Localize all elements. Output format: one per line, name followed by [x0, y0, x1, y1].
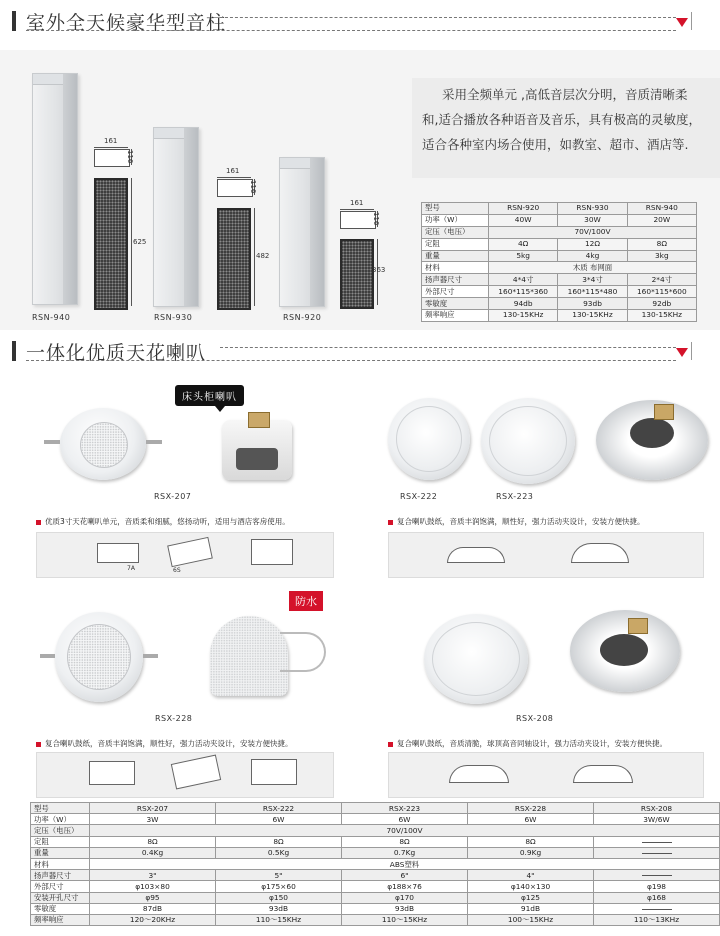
- speaker-rsx223-back: [596, 400, 708, 480]
- table-row: 外部尺寸 φ103×80 φ175×60 φ188×76 φ140×130 φ198: [31, 881, 720, 892]
- column-speaker-rsn930: [153, 127, 199, 307]
- table-row: 安装开孔尺寸 φ95 φ150 φ170 φ125 φ168: [31, 892, 720, 903]
- spec-table-ceiling: [30, 802, 720, 926]
- install-diagram: [388, 752, 704, 798]
- cable: [280, 632, 326, 672]
- dim-width: 161: [350, 199, 364, 207]
- table-row: 定压（电压） 70V/100V: [31, 825, 720, 836]
- dim-height: 482: [256, 252, 270, 260]
- description-box: [412, 78, 720, 178]
- section-title: 一体化优质天花喇叭: [26, 342, 207, 364]
- feature-note: 优质3寸天花喇叭单元，音质柔和细腻，悠扬动听，适用与酒店客房使用。: [36, 516, 290, 527]
- table-row: 定阻 4Ω 12Ω 8Ω: [422, 238, 697, 250]
- grille-front: [217, 208, 251, 310]
- spec-table-columns: [421, 202, 697, 322]
- dim-line: [94, 147, 128, 148]
- table-row: 扬声器尺寸 4*4寸 3*4寸 2*4寸: [422, 274, 697, 286]
- dim-depth: 116: [249, 180, 257, 194]
- section-header-columns: [0, 8, 720, 34]
- feature-note: 复合喇叭鼓纸，音质丰润饱满，顺性好，强力活动夹设计，安装方便快捷。: [388, 516, 645, 527]
- speaker-rsx222: [388, 398, 470, 480]
- caption-rsx222: RSX-222: [400, 492, 438, 501]
- speaker-rsx228: [55, 612, 143, 702]
- description-line: 采用全频单元 ,高低音层次分明，音质清晰柔: [442, 87, 688, 102]
- section-header-ceiling: [0, 338, 720, 364]
- spring-clip: [146, 440, 162, 444]
- grille-front: [94, 178, 128, 310]
- speaker-rsx223: [481, 398, 575, 484]
- dash-line: [26, 30, 676, 31]
- table-row: 定阻 8Ω 8Ω 8Ω 8Ω: [31, 836, 720, 847]
- table-row: 重量 0.4Kg 0.5Kg 0.7Kg 0.9Kg: [31, 847, 720, 858]
- description-line: 和,适合播放各种语音及音乐，具有极高的灵敏度，: [422, 112, 701, 127]
- table-row: 功率（W） 3W 6W 6W 6W 3W/6W: [31, 814, 720, 825]
- table-row: 材料 木质 布网面: [422, 262, 697, 274]
- feature-note: 复合喇叭鼓纸，音质丰润饱满，顺性好，强力活动夹设计，安装方便快捷。: [36, 738, 293, 749]
- section-title: 室外全天候豪华型音柱: [26, 12, 227, 34]
- divider: [691, 12, 692, 30]
- top-view-box: [94, 149, 130, 167]
- down-arrow-icon: [676, 348, 688, 357]
- spring-clip: [44, 440, 60, 444]
- dim-width: 161: [104, 137, 118, 145]
- caption-rsx223: RSX-223: [496, 492, 534, 501]
- dim-line: [340, 209, 374, 210]
- table-row: 频率响应 130-15KHz 130-15KHz 130-15KHz: [422, 310, 697, 322]
- table-row: 重量 5kg 4kg 3kg: [422, 250, 697, 262]
- install-diagram: [388, 532, 704, 578]
- column-speaker-rsn920: [279, 157, 325, 307]
- table-row: 定压（电压） 70V/100V: [422, 226, 697, 238]
- dash-line: [26, 360, 676, 361]
- top-view-box: [217, 179, 253, 197]
- table-row: 零敏度 87dB 93dB 93dB 91dB: [31, 903, 720, 914]
- dim-height: 625: [133, 238, 147, 246]
- dim-depth: 116: [126, 150, 134, 164]
- dash-line: [220, 347, 676, 348]
- caption-rsn940: RSN-940: [32, 313, 71, 322]
- dim-line: [217, 177, 251, 178]
- dim-height: 363: [372, 266, 386, 274]
- table-row: 零敏度 94db 93db 92db: [422, 298, 697, 310]
- dim-width: 161: [226, 167, 240, 175]
- caption-rsx208: RSX-208: [516, 714, 554, 723]
- table-row: 功率（W） 40W 30W 20W: [422, 214, 697, 226]
- speaker-rsx228-side: [210, 616, 288, 696]
- table-row: 外部尺寸 160*115*360 160*115*480 160*115*600: [422, 286, 697, 298]
- dim-line: [131, 178, 132, 306]
- dim-depth: 116: [372, 212, 380, 226]
- section-bar: [12, 11, 16, 31]
- install-diagram: [36, 752, 334, 798]
- dim-line: [254, 208, 255, 306]
- install-diagram: 7A 6S: [36, 532, 334, 578]
- table-row: 型号 RSN-920 RSN-930 RSN-940: [422, 203, 697, 215]
- badge-waterproof: 防水: [289, 591, 323, 611]
- down-arrow-icon: [676, 18, 688, 27]
- caption-rsn930: RSN-930: [154, 313, 193, 322]
- section-bar: [12, 341, 16, 361]
- speaker-rsx207-side: [222, 420, 292, 480]
- table-row: 扬声器尺寸 3" 5" 6" 4": [31, 870, 720, 881]
- spring-clip: [40, 654, 55, 658]
- spring-clip: [143, 654, 158, 658]
- column-speaker-rsn940: [32, 73, 78, 305]
- table-row: 频率响应 120～20KHz 110～15KHz 110～15KHz 100～15KHz 110～13KHz: [31, 914, 720, 925]
- badge-bedside: 床头柜喇叭: [175, 385, 244, 406]
- grille-front: [340, 239, 374, 309]
- speaker-rsx208-back: [570, 610, 680, 692]
- description-line: 适合各种室内场合使用，如教室、超市、酒店等.: [422, 137, 689, 152]
- table-row: 材料 ABS塑料: [31, 858, 720, 869]
- table-row: 型号 RSX-207 RSX-222 RSX-223 RSX-228 RSX-208: [31, 803, 720, 814]
- dash-line: [220, 17, 676, 18]
- caption-rsx207: RSX-207: [154, 492, 192, 501]
- top-view-box: [340, 211, 376, 229]
- divider: [691, 342, 692, 360]
- caption-rsn920: RSN-920: [283, 313, 322, 322]
- speaker-rsx207: [60, 408, 146, 480]
- caption-rsx228: RSX-228: [155, 714, 193, 723]
- feature-note: 复合喇叭鼓纸，音质清脆，球顶高音同轴设计，强力活动夹设计，安装方便快捷。: [388, 738, 667, 749]
- speaker-rsx208: [424, 614, 528, 704]
